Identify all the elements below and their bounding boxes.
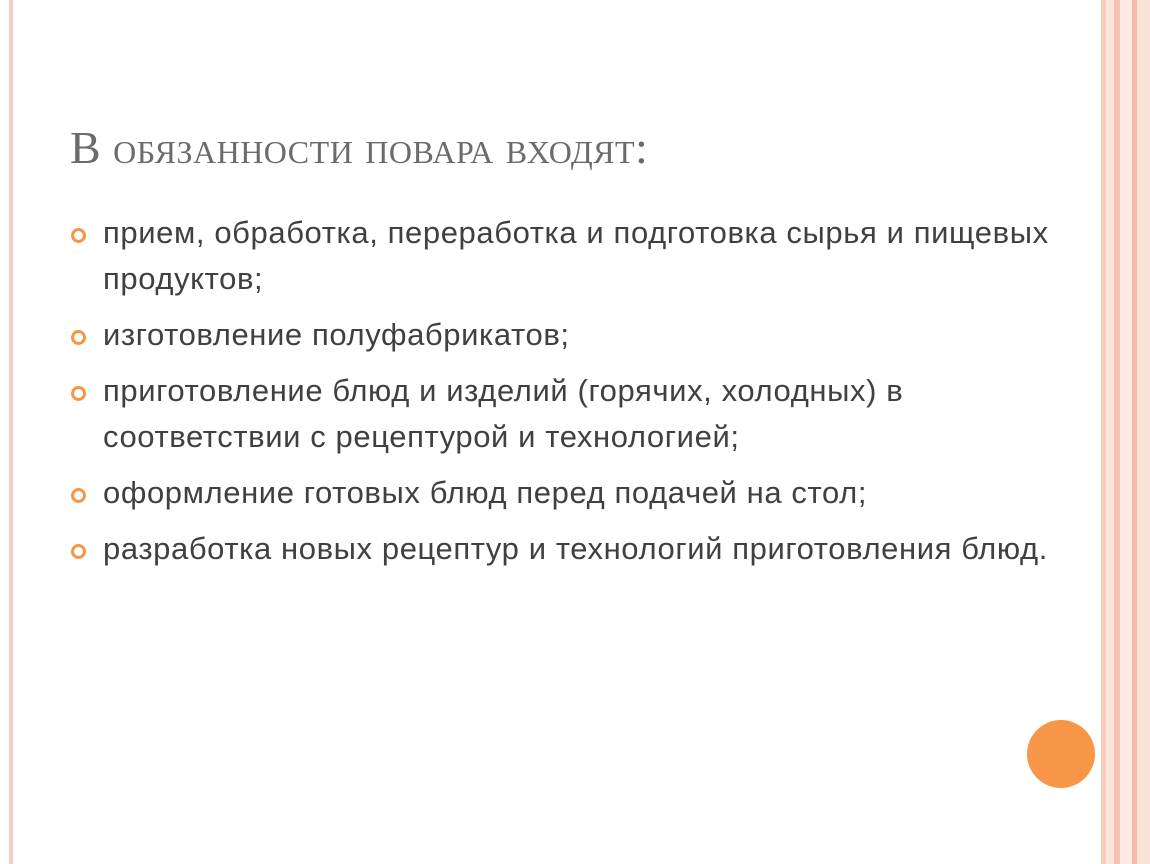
bullet-text: оформление готовых блюд перед подачей на стол;: [103, 475, 868, 510]
decorative-circle: [1027, 720, 1095, 788]
bullet-text: приготовление блюд и изделий (горячих, холодных) в соответствии с рецептурой и технологией;: [103, 373, 904, 454]
ring-bullet-icon: [71, 330, 86, 345]
ring-bullet-icon: [71, 544, 86, 559]
bullet-text: изготовление полуфабрикатов;: [103, 317, 570, 352]
right-stripe: [1120, 0, 1132, 864]
bullet-item: [70, 210, 1060, 302]
bullet-text: разработка новых рецептур и технологий приготовления блюд.: [103, 531, 1048, 566]
ring-bullet-icon: [71, 488, 86, 503]
bullet-item: [70, 368, 1060, 460]
right-stripe: [1106, 0, 1114, 864]
bullet-text: прием, обработка, переработка и подготовка сырья и пищевых продуктов;: [103, 215, 1049, 296]
bullet-item: [70, 526, 1060, 572]
bullet-list: [70, 210, 1060, 582]
ring-bullet-icon: [71, 228, 86, 243]
right-stripe: [1137, 0, 1150, 864]
left-border-stripe: [9, 0, 13, 864]
bullet-item: [70, 312, 1060, 358]
bullet-item: [70, 470, 1060, 516]
ring-bullet-icon: [71, 386, 86, 401]
slide-title: В обязанности повара входят:: [70, 122, 649, 173]
